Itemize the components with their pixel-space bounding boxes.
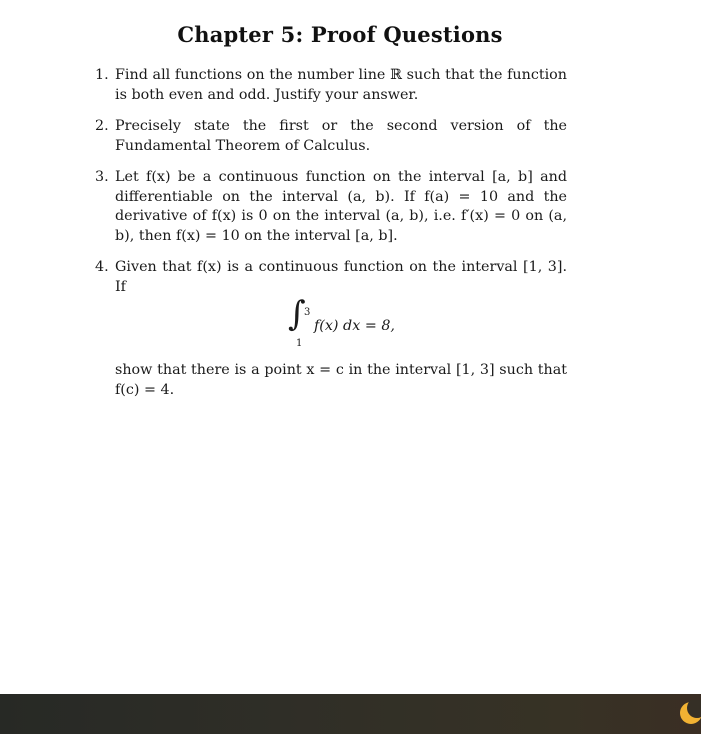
- question-text: Precisely state the first or the second version of the Fundamental Theorem of Calculus.: [115, 118, 567, 154]
- question-number: 1.: [95, 67, 109, 83]
- integral-equation: [115, 294, 567, 349]
- question-item: [95, 258, 567, 400]
- integral-lower-limit: 1: [296, 338, 303, 349]
- question-text: Find all functions on the number line ℝ such that the function is both even and odd. Justify your answer.: [115, 67, 567, 103]
- question-text-before: Given that f(x) is a continuous function on the interval [1, 3]. If: [115, 259, 567, 295]
- question-item: [95, 117, 567, 156]
- question-text: Let f(x) be a continuous function on the interval [a, b] and differentiable on the interval (a, b). If f(a) = 10 and the derivative of f(x) is 0 on the interval (a, b), i.e. f′(x) = 0 on (a, b), then f(x) = 10 on the interval [a, b].: [115, 169, 567, 244]
- page-title: Chapter 5: Proof Questions: [177, 22, 503, 47]
- question-item: [95, 168, 567, 246]
- integral-sign: ∫: [288, 294, 306, 334]
- question-number: 2.: [95, 118, 109, 134]
- question-text-after: show that there is a point x = c in the interval [1, 3] such that f(c) = 4.: [115, 362, 567, 398]
- bottom-toolbar: [0, 694, 701, 734]
- integral-expression: f(x) dx = 8,: [314, 318, 395, 334]
- question-item: [95, 66, 567, 105]
- integral-upper-limit: 3: [304, 307, 311, 318]
- question-number: 4.: [95, 259, 109, 275]
- question-number: 3.: [95, 169, 109, 185]
- moon-icon[interactable]: [675, 700, 701, 726]
- question-list: [95, 66, 567, 412]
